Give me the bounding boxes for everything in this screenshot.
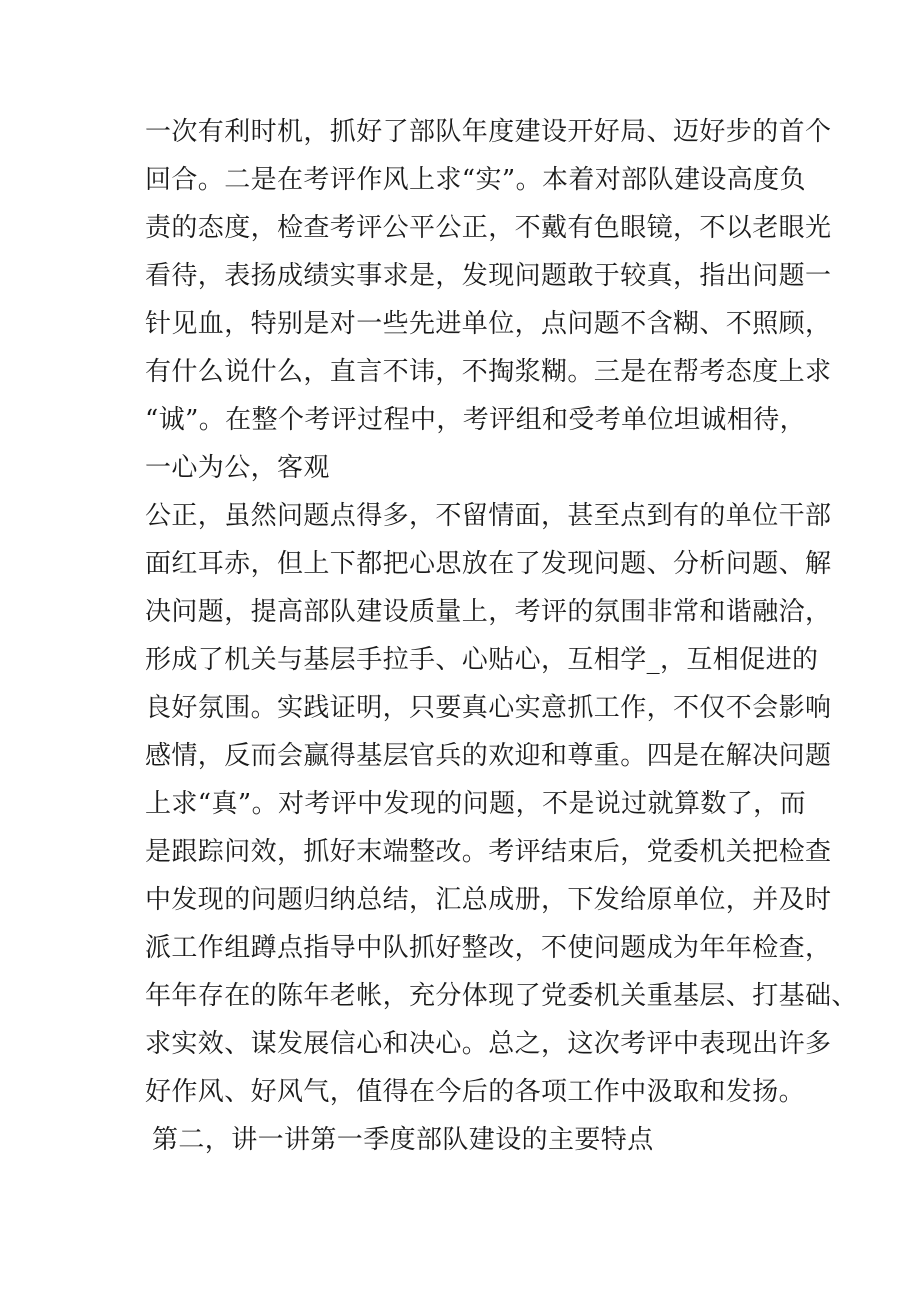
section-heading: 第二，讲一讲第一季度部队建设的主要特点 — [152, 1125, 654, 1155]
text-line-8: 一心为公，客观 — [145, 453, 330, 483]
text-line-18: 派工作组蹲点指导中队抓好整改，不使问题成为年年检查， — [145, 933, 832, 963]
text-line-5: 针见血，特别是对一些先进单位，点问题不含糊、不照顾， — [145, 309, 832, 339]
text-line-21: 好作风、好风气，值得在今后的各项工作中汲取和发扬。 — [145, 1077, 806, 1107]
text-line-3: 责的态度，检查考评公平公正，不戴有色眼镜，不以老眼光 — [145, 213, 832, 243]
text-line-11: 决问题，提高部队建设质量上，考评的氛围非常和谐融洽， — [145, 597, 832, 627]
text-line-6: 有什么说什么，直言不讳，不掏浆糊。三是在帮考态度上求 — [145, 357, 832, 387]
text-line-13: 良好氛围。实践证明，只要真心实意抓工作，不仅不会影响 — [145, 693, 832, 723]
text-line-2: 回合。二是在考评作风上求“实”。本着对部队建设高度负 — [145, 165, 806, 195]
text-line-15: 上求“真”。对考评中发现的问题，不是说过就算数了，而 — [145, 789, 806, 819]
text-line-12: 形成了机关与基层手拉手、心贴心，互相学_，互相促进的 — [145, 645, 819, 675]
text-line-10: 面红耳赤，但上下都把心思放在了发现问题、分析问题、解 — [145, 549, 832, 579]
text-line-4: 看待，表扬成绩实事求是，发现问题敢于较真，指出问题一 — [145, 261, 832, 291]
text-line-17: 中发现的问题归纳总结，汇总成册，下发给原单位，并及时 — [145, 885, 832, 915]
text-line-19: 年年存在的陈年老帐，充分体现了党委机关重基层、打基础、 — [145, 981, 858, 1011]
text-line-14: 感情，反而会赢得基层官兵的欢迎和尊重。四是在解决问题 — [145, 741, 832, 771]
text-line-9: 公正，虽然问题点得多，不留情面，甚至点到有的单位干部 — [145, 501, 832, 531]
text-line-20: 求实效、谋发展信心和决心。总之，这次考评中表现出许多 — [145, 1029, 832, 1059]
text-line-1: 一次有利时机，抓好了部队年度建设开好局、迈好步的首个 — [145, 117, 832, 147]
text-line-16: 是跟踪问效，抓好末端整改。考评结束后，党委机关把检查 — [145, 837, 832, 867]
text-line-7: “诚”。在整个考评过程中，考评组和受考单位坦诚相待， — [145, 405, 806, 435]
